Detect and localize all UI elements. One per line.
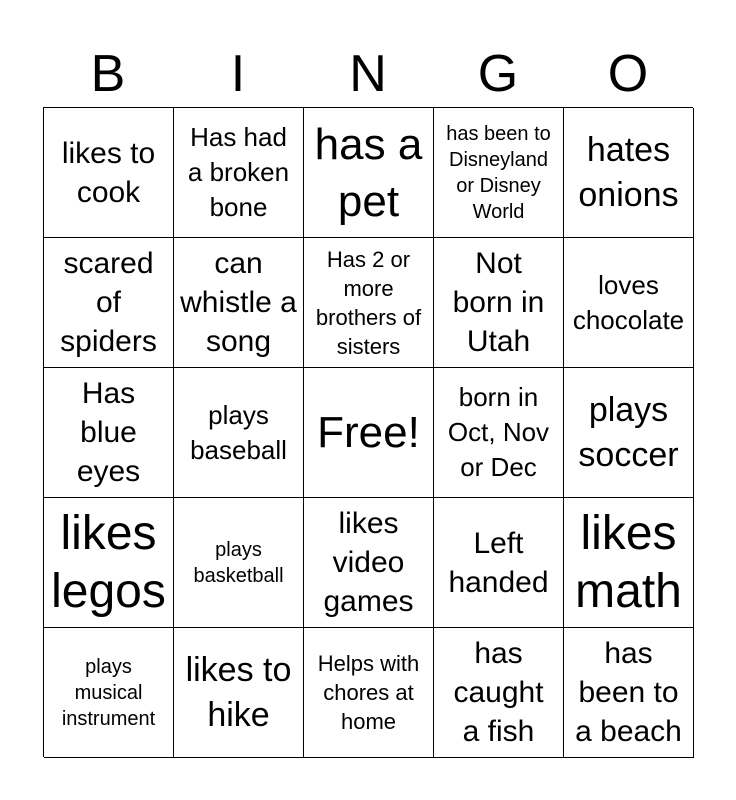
header-letter-i: I [230, 45, 246, 103]
bingo-cell-5-2[interactable]: likes to hike [174, 628, 304, 758]
bingo-cell-2-1[interactable]: scared of spiders [44, 238, 174, 368]
bingo-cell-3-1[interactable]: Has blue eyes [44, 368, 174, 498]
bingo-header [43, 40, 693, 108]
bingo-cell-4-4[interactable]: Left handed [434, 498, 564, 628]
bingo-cell-1-3[interactable]: has a pet [304, 108, 434, 238]
header-letter-b: B [90, 45, 126, 103]
bingo-cell-5-3[interactable]: Helps with chores at home [304, 628, 434, 758]
bingo-cell-4-1[interactable]: likes legos [44, 498, 174, 628]
bingo-board [43, 107, 693, 757]
bingo-cell-3-2[interactable]: plays baseball [174, 368, 304, 498]
bingo-cell-1-1[interactable]: likes to cook [44, 108, 174, 238]
bingo-cell-2-3[interactable]: Has 2 or more brothers of sisters [304, 238, 434, 368]
bingo-cell-4-3[interactable]: likes video games [304, 498, 434, 628]
bingo-cell-3-5[interactable]: plays soccer [564, 368, 694, 498]
bingo-cell-2-4[interactable]: Not born in Utah [434, 238, 564, 368]
bingo-cell-4-5[interactable]: likes math [564, 498, 694, 628]
bingo-cell-2-5[interactable]: loves chocolate [564, 238, 694, 368]
bingo-cell-3-3-free[interactable]: Free! [304, 368, 434, 498]
bingo-cell-5-4[interactable]: has caught a fish [434, 628, 564, 758]
header-letter-o: O [607, 45, 649, 103]
bingo-cell-2-2[interactable]: can whistle a song [174, 238, 304, 368]
header-letter-g: G [477, 45, 519, 103]
bingo-cell-1-5[interactable]: hates onions [564, 108, 694, 238]
bingo-cell-5-5[interactable]: has been to a beach [564, 628, 694, 758]
header-letter-n: N [349, 45, 387, 103]
bingo-cell-4-2[interactable]: plays basketball [174, 498, 304, 628]
bingo-cell-3-4[interactable]: born in Oct, Nov or Dec [434, 368, 564, 498]
bingo-cell-5-1[interactable]: plays musical instrument [44, 628, 174, 758]
bingo-cell-1-2[interactable]: Has had a broken bone [174, 108, 304, 238]
bingo-cell-1-4[interactable]: has been to Disneyland or Disney World [434, 108, 564, 238]
